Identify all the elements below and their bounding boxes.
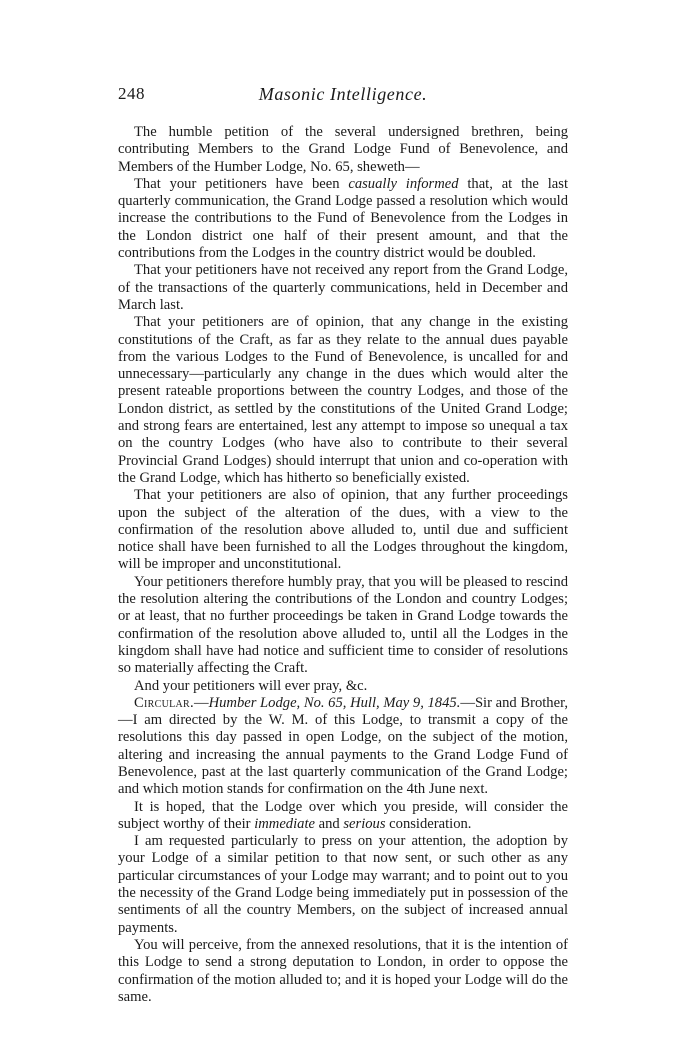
text-run: —Sir and Brother,—I am directed by the W. M. of this Lodge, to transmit a copy of the resolutions this day passed in open Lodge, on the subject of the motion, altering and increasing the annual payments to the Grand Lodge Fund of Benevolence, past at the last quarterly communication of the Grand Lodge; and which motion stands for confirmation on the 4th June next. <box>118 694 568 798</box>
running-title: Masonic Intelligence. <box>258 84 428 104</box>
text-run: That your petitioners are also of opinion, that any further proceedings upon the subject of the alteration of the dues, with a view to the confirmation of the resolution above alluded to, until due and sufficient notice shall have been furnished to all the Lodges throughout the kingdom, will be improper and unconstitutional. <box>118 487 568 573</box>
text-run: That your petitioners are of opinion, that any change in the existing constitutions of the Craft, as far as they relate to the annual dues payable from the various Lodges to the Fund of Benevolence, is uncalled for and unnecessary—particularly any change in the dues which would alter the present rateable proportions between the country Lodges, and those of the London district, as settled by the constitutions of the United Grand Lodge; and strong fears are entertained, lest any attempt to impose so unequal a tax on the country Lodges (who have also to contribute to their several Provincial Grand Lodges) should interrupt that union and co-operation with the Grand Lodge, which has hitherto so beneficially existed. <box>118 314 568 486</box>
page-header <box>118 84 568 108</box>
paragraph <box>118 487 568 573</box>
paragraph <box>118 262 568 314</box>
paragraph <box>118 124 568 176</box>
italic-text: casually informed <box>348 175 459 192</box>
text-run: That your petitioners have not received any report from the Grand Lodge, of the transactions of the quarterly communications, held in December and March last. <box>118 262 568 313</box>
body-text <box>118 124 568 1006</box>
paragraph <box>118 937 568 1006</box>
text-run: The humble petition of the several undersigned brethren, being contributing Members to the Grand Lodge Fund of Benevolence, and Members of the Humber Lodge, No. 65, sheweth— <box>118 124 568 175</box>
page-number: 248 <box>118 84 145 103</box>
paragraph <box>118 176 568 262</box>
italic-text: Humber Lodge, No. 65, Hull, May 9, 1845. <box>208 694 461 711</box>
paragraph <box>118 574 568 678</box>
paragraph <box>118 799 568 834</box>
text-run: It is hoped, that the Lodge over which you preside, will consider the subject worthy of their <box>118 798 568 832</box>
text-run: consideration. <box>385 815 472 832</box>
paragraph <box>118 314 568 487</box>
text-run: that, at the last quarterly communication, the Grand Lodge passed a resolution which would increase the contributions to the Fund of Benevolence from the Lodges in the London district one half of their present amount, and that the contributions from the Lodges in the country district would be doubled. <box>118 175 568 262</box>
italic-text: immediate <box>254 815 315 832</box>
text-run: and <box>314 815 344 832</box>
text-run: And your petitioners will ever pray, &c. <box>134 677 368 694</box>
paragraph <box>118 833 568 937</box>
text-run: — <box>193 694 209 711</box>
paragraph <box>118 678 568 695</box>
italic-text: serious <box>343 815 386 832</box>
paragraph <box>118 695 568 799</box>
text-run: You will perceive, from the annexed resolutions, that it is the intention of this Lodge to send a strong deputation to London, in order to oppose the confirmation of the motion alluded to; and it is hoped your Lodge will do the same. <box>118 936 568 1005</box>
text-run: That your petitioners have been <box>134 175 349 192</box>
text-run: Your petitioners therefore humbly pray, that you will be pleased to rescind the resolution altering the contributions of the London and country Lodges; or at least, that no further proceedings be taken in Grand Lodge towards the confirmation of the resolution above alluded to, until all the Lodges in the kingdom shall have had notice and sufficient time to consider of resolutions so materially affecting the Craft. <box>118 573 568 677</box>
text-run: I am requested particularly to press on your attention, the adoption by your Lodge of a similar petition to that now sent, or such other as any particular circumstances of your Lodge may warrant; and to point out to you the necessity of the Grand Lodge being immediately put in possession of the sentiments of all the country Members, on the subject of increased annual payments. <box>118 833 568 936</box>
small-caps-text: Circular. <box>134 694 194 711</box>
